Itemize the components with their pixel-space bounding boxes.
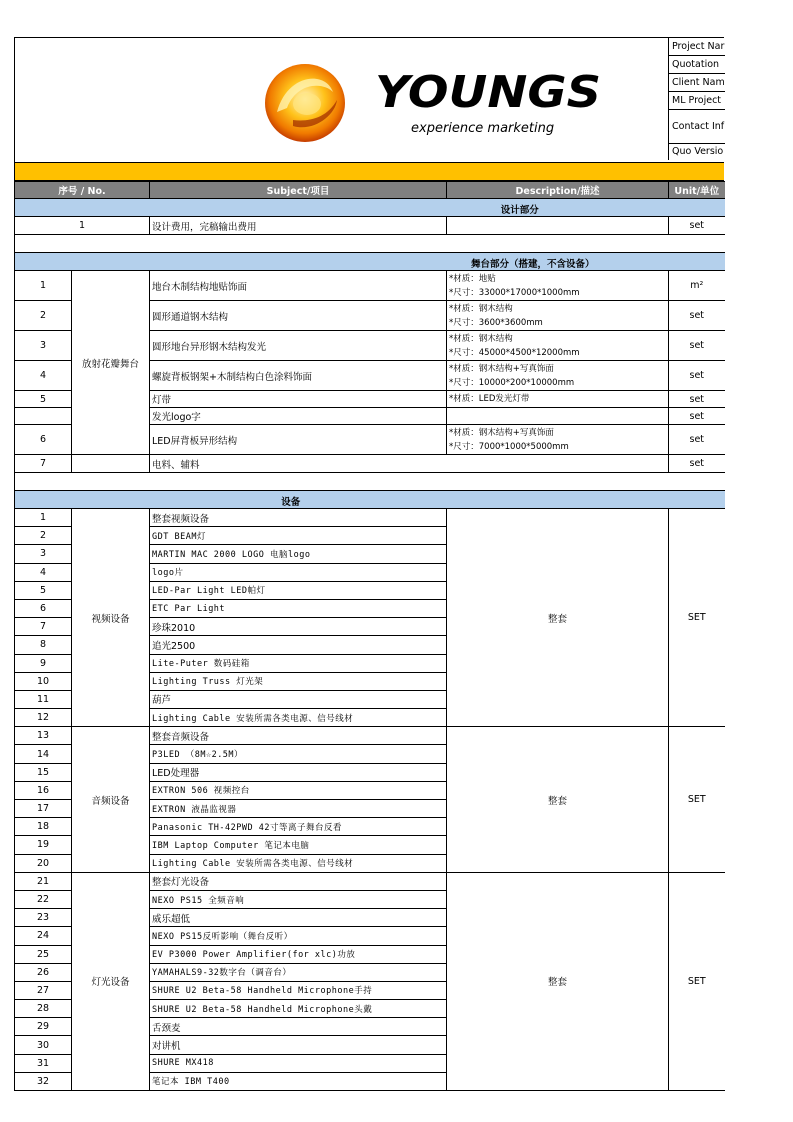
row-subject: Lighting Cable 安装所需各类电源、信号线材 [150,709,447,727]
equipment-group-label: 音频设备 [72,727,150,873]
col-subject: Subject/项目 [150,182,447,199]
desc-size: *尺寸：7000*1000*5000mm [449,441,569,452]
col-description: Description/描述 [447,182,669,199]
row-subject: NEXO PS15 全频音响 [150,890,447,908]
row-no: 13 [15,727,72,745]
row-no: 18 [15,818,72,836]
row-unit: set [669,408,725,425]
row-no: 16 [15,781,72,799]
info-ml-project: ML Project [668,92,725,110]
row-subject: SHURE U2 Beta-58 Handheld Microphone头戴 [150,1000,447,1018]
table-row [15,727,725,745]
section-stage [15,253,725,271]
row-no: 24 [15,927,72,945]
row-unit: set [669,361,725,391]
row-subject: 整套音频设备 [150,727,447,745]
table-row [15,217,725,235]
row-subject: 电料、辅料 [150,455,669,473]
row-subject: 设计费用，完稿输出费用 [150,217,447,235]
row-description [447,217,669,235]
desc-material: *材质：钢木结构+写真饰面 [449,427,554,438]
row-no: 15 [15,763,72,781]
row-no: 19 [15,836,72,854]
row-subject: Panasonic TH-42PWD 42寸等离子舞台反看 [150,818,447,836]
brand-name: YOUNGS [375,67,601,118]
row-subject: 笔记本 IBM T400 [150,1072,447,1090]
desc-material: *材质：钢木结构 [449,303,513,314]
row-no [15,408,72,425]
row-no: 6 [15,425,72,455]
row-subject: LED-Par Light LED帕灯 [150,581,447,599]
col-no: 序号 / No. [15,182,150,199]
table-row [15,872,725,890]
row-subject: Lighting Cable 安装所需各类电源、信号线材 [150,854,447,872]
desc-material: *材质：钢木结构 [449,333,513,344]
row-no: 25 [15,945,72,963]
sheet-header [14,37,724,163]
row-no: 5 [15,581,72,599]
row-no: 11 [15,690,72,708]
row-subject: 威乐超低 [150,909,447,927]
row-no: 26 [15,963,72,981]
row-subject: Lite-Puter 数码硅箱 [150,654,447,672]
row-subject: 对讲机 [150,1036,447,1054]
row-no: 14 [15,745,72,763]
row-no: 8 [15,636,72,654]
row-subject: 葫芦 [150,690,447,708]
row-no: 23 [15,909,72,927]
row-subject: 珍珠2010 [150,618,447,636]
row-subject: ETC Par Light [150,599,447,617]
row-unit: set [669,425,725,455]
row-no: 28 [15,1000,72,1018]
desc-material: *材质：LED发光灯带 [449,394,530,404]
orange-band [14,163,724,181]
row-no: 7 [15,455,72,473]
equipment-group-unit: SET [669,872,725,1090]
info-contact: Contact Inf [668,110,725,144]
row-no: 31 [15,1054,72,1072]
row-description [447,361,669,391]
row-unit: set [669,217,725,235]
row-no: 5 [15,391,72,408]
quotation-table [14,181,725,1091]
desc-size: *尺寸：10000*200*10000mm [449,377,575,388]
stage-group-label: 放射花瓣舞台 [72,271,150,455]
row-subject: 追光2500 [150,636,447,654]
section-design [15,199,725,217]
row-no: 1 [15,217,150,235]
row-subject: 整套灯光设备 [150,872,447,890]
row-subject: 圆形地台异形钢木结构发光 [150,331,447,361]
row-no: 3 [15,331,72,361]
col-unit: Unit/单位 [669,182,725,199]
row-no: 7 [15,618,72,636]
row-no: 17 [15,800,72,818]
row-no: 22 [15,890,72,908]
equipment-group-description: 整套 [447,727,669,873]
row-no: 4 [15,361,72,391]
blank-row [15,473,725,491]
equipment-group-description: 整套 [447,872,669,1090]
section-title: 设备 [15,491,725,509]
blank-row [15,235,725,253]
info-project-name: Project Nar [668,38,725,56]
row-description [447,271,669,301]
row-unit: m² [669,271,725,301]
project-info-labels [668,38,725,162]
row-description [447,408,669,425]
equipment-group-description: 整套 [447,509,669,727]
desc-size: *尺寸：45000*4500*12000mm [449,347,580,358]
row-subject: SHURE MX418 [150,1054,447,1072]
table-row [15,509,725,527]
row-no: 20 [15,854,72,872]
row-subject: P3LED （8M☆2.5M） [150,745,447,763]
table-row [15,455,725,473]
row-no: 30 [15,1036,72,1054]
table-row [15,271,725,301]
row-description [447,331,669,361]
row-no: 1 [15,271,72,301]
row-subject: GDT BEAM灯 [150,527,447,545]
row-unit: set [669,301,725,331]
row-subject: EV P3000 Power Amplifier(for xlc)功放 [150,945,447,963]
row-no: 2 [15,301,72,331]
row-subject: 螺旋背板钢架+木制结构白色涂料饰面 [150,361,447,391]
section-title: 设计部分 [15,199,725,217]
row-subject: NEXO PS15反听影响（舞台反听） [150,927,447,945]
row-no: 27 [15,981,72,999]
desc-size: *尺寸：33000*17000*1000mm [449,287,580,298]
quotation-sheet [14,37,724,1091]
row-unit: set [669,331,725,361]
row-no: 1 [15,509,72,527]
row-subject: 灯带 [150,391,447,408]
desc-material: *材质：地贴 [449,273,496,284]
row-no: 2 [15,527,72,545]
row-subject: EXTRON 液晶监视器 [150,800,447,818]
equipment-group-label: 灯光设备 [72,872,150,1090]
youngs-logo [263,60,623,150]
row-description [447,301,669,331]
info-quotation: Quotation [668,56,725,74]
row-no: 3 [15,545,72,563]
info-client-name: Client Nam [668,74,725,92]
row-subject: Lighting Truss 灯光架 [150,672,447,690]
equipment-group-unit: SET [669,509,725,727]
row-subject: YAMAHALS9-32数字台（调音台） [150,963,447,981]
desc-material: *材质：钢木结构+写真饰面 [449,363,554,374]
row-subject: SHURE U2 Beta-58 Handheld Microphone手持 [150,981,447,999]
column-header-row [15,182,725,199]
section-equipment [15,491,725,509]
row-description [447,391,669,408]
row-no: 21 [15,872,72,890]
row-subject: 舌颈麦 [150,1018,447,1036]
row-no: 29 [15,1018,72,1036]
row-no: 32 [15,1072,72,1090]
equipment-group-unit: SET [669,727,725,873]
row-no: 6 [15,599,72,617]
row-subject: 整套视频设备 [150,509,447,527]
row-no: 12 [15,709,72,727]
row-no: 10 [15,672,72,690]
row-subject: 发光logo字 [150,408,447,425]
row-subject: LED屏背板异形结构 [150,425,447,455]
desc-size: *尺寸：3600*3600mm [449,317,543,328]
row-subject: 圆形通道钢木结构 [150,301,447,331]
row-unit: set [669,455,725,473]
row-no: 9 [15,654,72,672]
row-subject: IBM Laptop Computer 笔记本电脑 [150,836,447,854]
row-subject: 地台木制结构地贴饰面 [150,271,447,301]
row-no: 4 [15,563,72,581]
row-subject: logo片 [150,563,447,581]
row-subject: MARTIN MAC 2000 LOGO 电脑logo [150,545,447,563]
row-description [447,425,669,455]
row-unit: set [669,391,725,408]
info-quo-version: Quo Versio [668,144,725,160]
section-title: 舞台部分（搭建，不含设备） [15,253,725,271]
row-subject: EXTRON 506 视频控台 [150,781,447,799]
row-subject: LED处理器 [150,763,447,781]
brand-tagline: experience marketing [411,121,555,136]
equipment-group-label: 视频设备 [72,509,150,727]
